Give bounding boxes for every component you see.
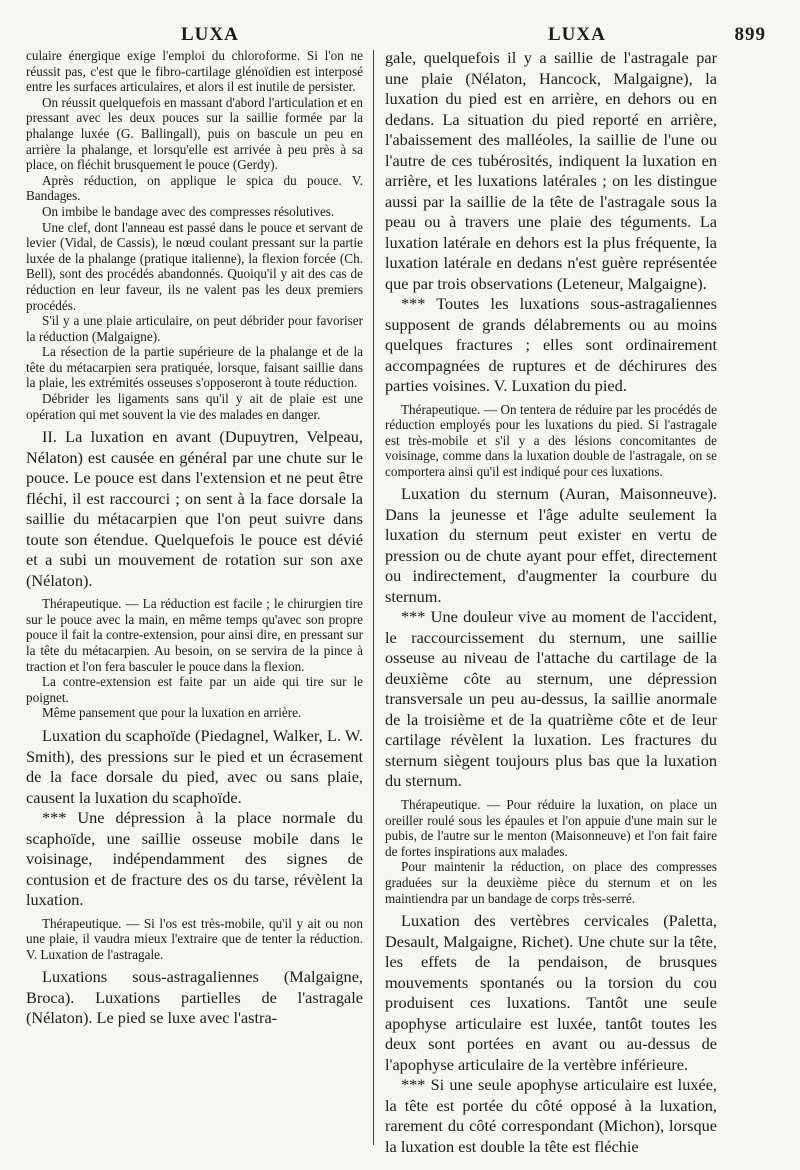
entry-luxation-des-vertebres-cervicales: Luxation des vertèbres cervicales (Paletta, Desault, Malgaigne, Richet). Une chute sur la tête, les effets de la pendaison, de brusques mouvements spontanés ou la torsion du cou produisent ces luxations. Tantôt une seule apophyse articulaire est luxée, tantôt toutes les deux sont portées en avant ou au-dessus de l'apophyse articulaire de la vertèbre inférieure. <box>385 911 717 1074</box>
therapeutics-paragraph: Thérapeutique. — La réduction est facile ; le chirurgien tire sur le pouce avec la main, en même temps qu'avec son propre pouce il fait la contre-extension, pour ainsi dire, en pressant sur la tête du métacarpien. Au besoin, on se servira de la pince à traction et l'on fera basculer le pouce dans la flexion. <box>26 596 363 674</box>
entry-luxations-sous-astragaliennes: Luxations sous-astragaliennes (Malgaigne, Broca). Luxations partielles de l'astragale (Nélaton). Le pied se luxe avec l'astra- <box>26 967 363 1028</box>
symptoms-paragraph: *** Une dépression à la place normale du scaphoïde, une saillie osseuse mobile dans le voisinage, indépendamment des signes de contusion et de fracture des os du tarse, révèlent la luxation. <box>26 808 363 909</box>
paragraph: La contre-extension est faite par un aide qui tire sur le poignet. <box>26 674 363 705</box>
running-title-right: LUXA <box>548 24 606 45</box>
paragraph: Débrider les ligaments sans qu'il y ait de plaie est une opération qui met souvent la vie des malades en danger. <box>26 391 363 422</box>
right-column <box>385 48 717 1157</box>
paragraph: On réussit quelquefois en massant d'abord l'articulation et en pressant avec les deux pouces sur la saillie formée par la phalange luxée (G. Ballingall), puis on bascule un peu en arrière la phalange, et lorsqu'elle est arrivée à peu près à sa place, on fléchit brusquement le pouce (Gerdy). <box>26 94 363 173</box>
symptoms-paragraph: *** Une douleur vive au moment de l'accident, le raccourcissement du sternum, une saillie osseuse au niveau de l'attache du cartilage de la deuxième côte au sternum, une dépression transversale un peu au-dessus, la saillie anormale de la troisième et de la quatrième côte et de leur cartilage révèlent la luxation. Les fractures du sternum siègent toujours plus bas que la luxation du sternum. <box>385 607 717 791</box>
paragraph: Pour maintenir la réduction, on place des compresses graduées sur la deuxième pièce du sternum et on les maintiendra par un bandage de corps très-serré. <box>385 859 717 906</box>
therapeutics-paragraph: Thérapeutique. — On tentera de réduire par les procédés de réduction employés pour les luxations du pied. Si l'astragale est très-mobile et s'il y a des lésions concomitantes de voisinage, comme dans la luxation double de l'astragale, on se comportera ainsi qu'il est indiqué pour ces luxations. <box>385 401 717 479</box>
paragraph: gale, quelquefois il y a saillie de l'astragale par une plaie (Nélaton, Hancock, Malgaigne), la luxation du pied est en arrière, en dehors ou en dedans. La situation du pied reporté en arrière, l'abaissement des malléoles, la saillie de l'une ou l'autre de ces tubérosités, indiquent la luxation en arrière, et les luxations latérales ; on les distingue aussi par la saillie de la tête de l'astragale sous la peau ou à travers une plaie des téguments. La luxation latérale en dehors est la plus fréquente, la luxation latérale en dedans n'est guère représentée que par trois observations (Leteneur, Malgaigne). <box>385 48 717 293</box>
paragraph: culaire énergique exige l'emploi du chloroforme. Si l'on ne réussit pas, c'est que le fibro-cartilage glénoïdien est interposé entre les surfaces articulaires, et alors il est inutile de persister. <box>26 48 363 95</box>
entry-luxation-du-scaphoide: Luxation du scaphoïde (Piedagnel, Walker, L. W. Smith), des pressions sur le pied et un écrasement de la face dorsale du pied, avec ou sans plaie, causent la luxation du scaphoïde. <box>26 726 363 807</box>
left-column <box>26 48 363 1029</box>
paragraph: La résection de la partie supérieure de la phalange et de la tête du métacarpien sera pratiquée, lorsque, faisant saillie dans la plaie, les extrémités osseuses s'opposeront à toute réduction. <box>26 344 363 391</box>
paragraph: On imbibe le bandage avec des compresses résolutives. <box>42 203 335 219</box>
paragraph: Même pansement que pour la luxation en arrière. <box>42 705 302 721</box>
symptoms-paragraph: *** Si une seule apophyse articulaire est luxée, la tête est portée du côté opposé à la luxation, rarement du côté correspondant (Michon), lorsque la luxation est double la tête est fléchie <box>385 1075 717 1156</box>
therapeutics-paragraph: Thérapeutique. — Pour réduire la luxation, on place un oreiller roulé sous les épaules et l'on appuie d'une main sur le pubis, de l'autre sur le menton (Maisonneuve) et l'on fait faire de fortes inspirations aux malades. <box>385 796 717 859</box>
column-divider <box>373 50 374 1145</box>
page-header <box>26 24 774 48</box>
paragraph: Une clef, dont l'anneau est passé dans le pouce et servant de levier (Vidal, de Cassis), le nœud coulant pressant sur la partie luxée de la phalange (pratique italienne), la flexion forcée (Ch. Bell), sont des procédés abandonnés. Quoiqu'il y ait des cas de réduction en leur faveur, ils ne valent pas les deux premiers procédés. <box>26 219 363 313</box>
running-title-left: LUXA <box>181 24 239 45</box>
page-number: 899 <box>734 24 766 45</box>
section-paragraph: II. La luxation en avant (Dupuytren, Velpeau, Nélaton) est causée en général par une chute sur le pouce. Le pouce est dans l'extension et ne peut être fléchi, il est raccourci ; on sent à la face dorsale la saillie du métacarpien que l'on peut suivre dans toute son étendue. Quelquefois le pouce est dévié et a subi un mouvement de rotation sur son axe (Nélaton). <box>26 427 363 590</box>
therapeutics-paragraph: Thérapeutique. — Si l'os est très-mobile, qu'il y ait ou non une plaie, il vaudra mieux l'extraire que de tenter la réduction. V. Luxation de l'astragale. <box>26 915 363 962</box>
paragraph: Après réduction, on applique le spica du pouce. V. Bandages. <box>26 172 363 204</box>
entry-luxation-du-sternum: Luxation du sternum (Auran, Maisonneuve). Dans la jeunesse et l'âge adulte seulement la luxation du sternum peut exister en vertu de pression ou de chute ayant pour effet, directement ou indirectement, d'augmenter la courbure du sternum. <box>385 484 717 606</box>
symptoms-paragraph: *** Toutes les luxations sous-astragaliennes supposent de grands délabrements ou au moins quelques fractures ; elles sont ordinairement accompagnées de ruptures et de déchirures des parties voisines. V. Luxation du pied. <box>385 294 717 395</box>
paragraph: S'il y a une plaie articulaire, on peut débrider pour favoriser la réduction (Malgaigne). <box>26 313 363 344</box>
